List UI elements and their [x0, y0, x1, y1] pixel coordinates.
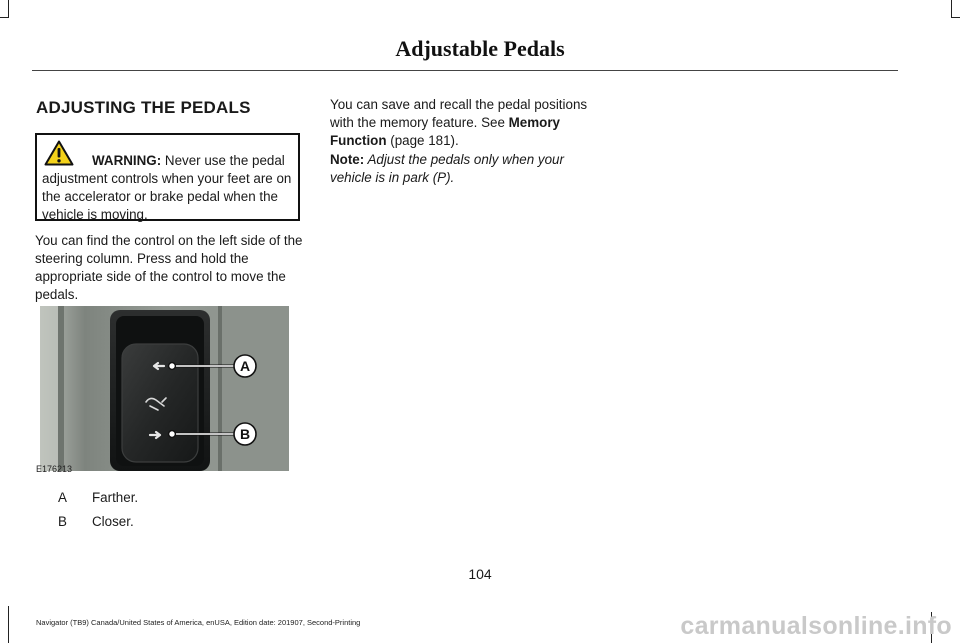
header-rule: [32, 70, 898, 71]
body-paragraph-2: [330, 96, 605, 150]
crop-mark: [951, 0, 952, 17]
key-text-a: Farther.: [92, 490, 139, 505]
pedal-switch-illustration: [40, 306, 289, 471]
body-paragraph-1: You can find the control on the left side of the steering column. Press and hold the appropriate side of the control to move the pedals.: [35, 233, 303, 302]
warning-triangle-icon: [44, 140, 74, 166]
note-paragraph: [330, 151, 592, 187]
crop-mark: [8, 0, 9, 17]
note-text: Adjust the pedals only when your vehicle is in park (P).: [330, 152, 564, 185]
key-letter-b: B: [58, 514, 67, 529]
warning-box: [35, 133, 300, 221]
callout-a: A: [239, 358, 251, 374]
section-title: ADJUSTING THE PEDALS: [36, 98, 251, 117]
warning-text-rest: adjustment controls when your feet are on the accelerator or brake pedal when the vehicle is moving.: [42, 171, 292, 222]
warning-first-line: [42, 152, 293, 170]
para2-suffix: (page 181).: [386, 133, 459, 148]
warning-text-first: Never use the pedal: [161, 153, 285, 168]
crop-mark: [8, 606, 9, 643]
crop-mark: [951, 17, 960, 18]
para2-prefix: You can save and recall the pedal positions with the memory feature. See: [330, 97, 588, 130]
figure-code: E176213: [36, 464, 73, 474]
running-header: Adjustable Pedals: [395, 36, 565, 61]
watermark: carmanualsonline.info: [680, 612, 952, 640]
page-number: 104: [468, 566, 492, 582]
key-text-b: Closer.: [92, 514, 134, 529]
warning-label: WARNING:: [92, 153, 162, 168]
key-letter-a: A: [58, 490, 67, 505]
crop-mark: [0, 17, 9, 18]
footer-edition: Navigator (TB9) Canada/United States of America, enUSA, Edition date: 201907, Second-Printing: [36, 618, 361, 627]
memory-function-link[interactable]: Memory Function: [330, 115, 560, 148]
pedal-control-photo: [40, 306, 289, 471]
callout-b: B: [239, 426, 251, 442]
note-label: Note:: [330, 152, 365, 167]
